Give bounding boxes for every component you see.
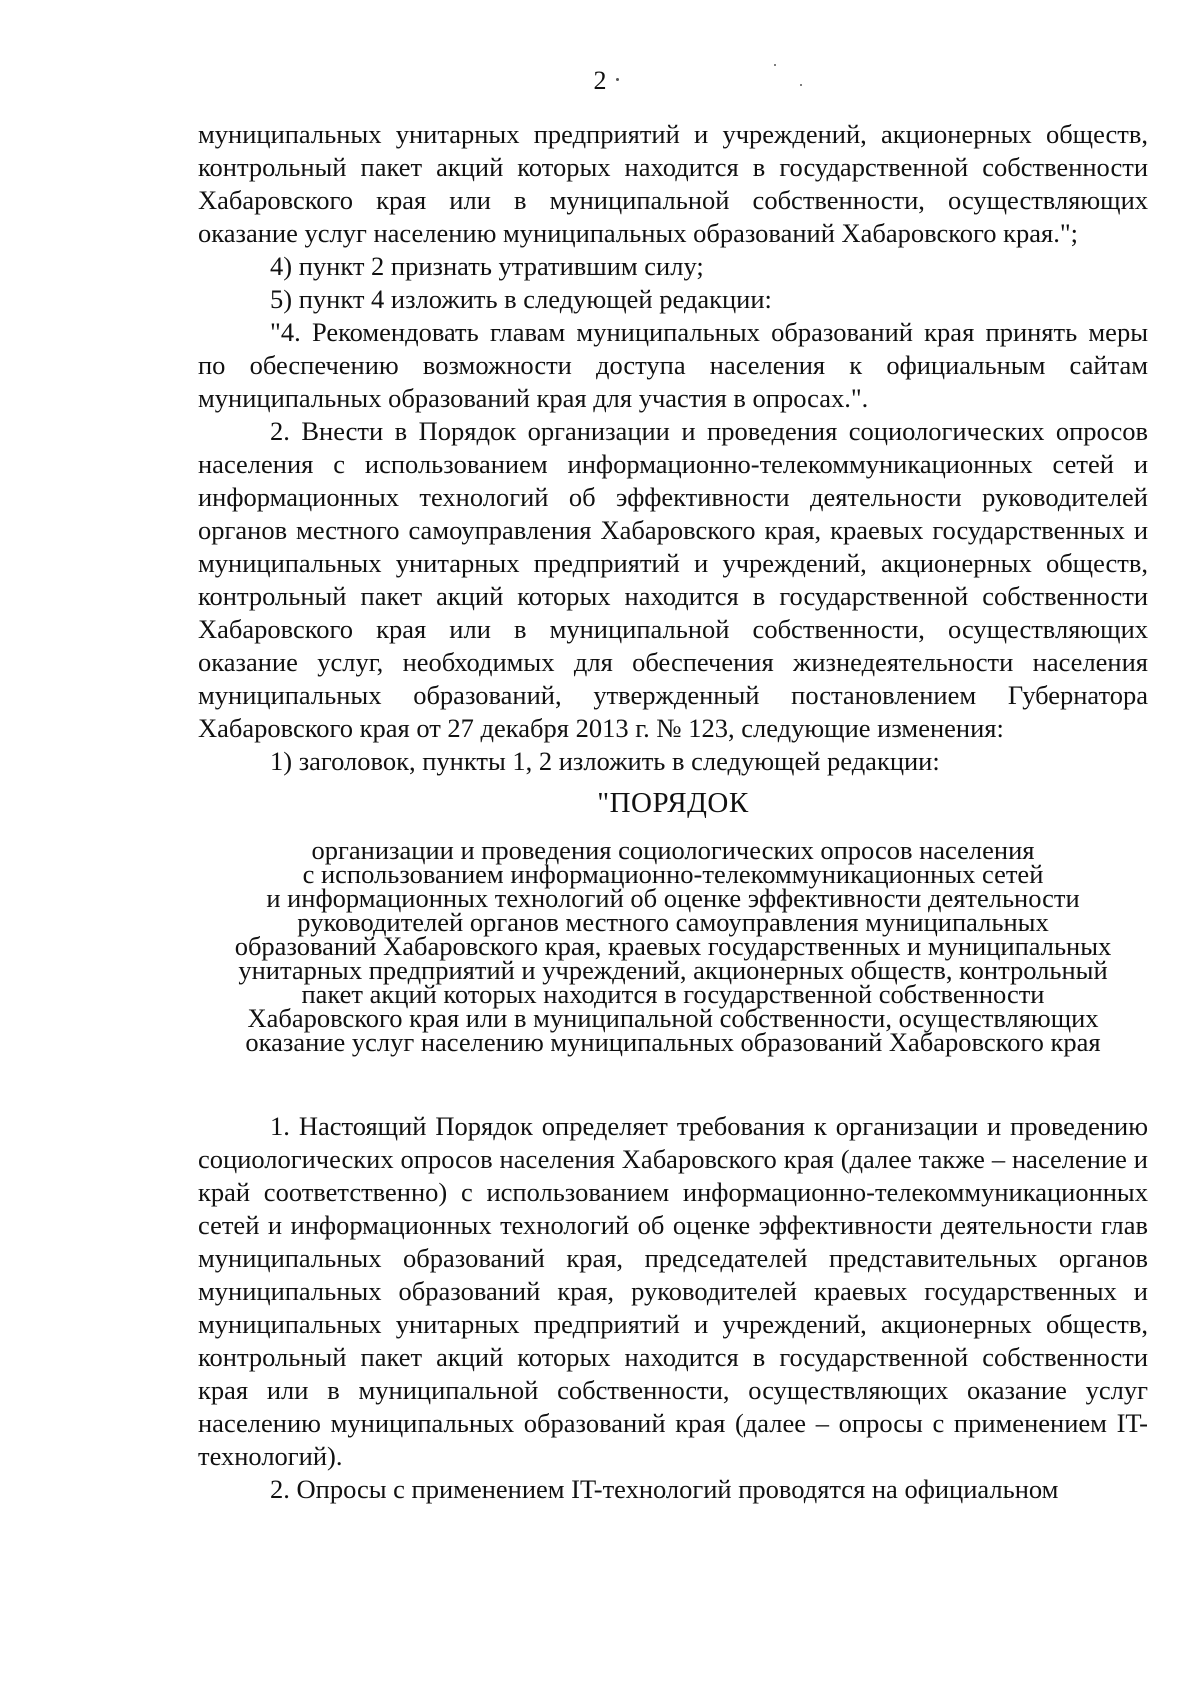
paragraph-section-2: 2. Внести в Порядок организации и проведения социологических опросов населения с использованием информационно-телекоммуникационных сетей и информационных технологий об эффективности деятельности руководителей органов местного самоуправления Хабаровского края, краевых государственных и муниципальных унитарных предприятий и учреждений, акционерных обществ, контрольный пакет акций которых находится в государственной собственности Хабаровского края или в муниципальной собственности, осуществляющих оказание услуг, необходимых для обеспечения жизнедеятельности населения муниципальных образований, утвержденный постановлением Губернатора Хабаровского края от 27 декабря 2013 г. № 123, следующие изменения: (198, 416, 1148, 743)
order-subtitle-line: пакет акций которых находится в государственной собственности (301, 979, 1045, 1009)
paragraph-item-5: 5) пункт 4 изложить в следующей редакции: (270, 284, 772, 314)
paragraph-quoted-point-4: "4. Рекомендовать главам муниципальных образований края принять меры по обеспечению возможности доступа населения к официальным сайтам муниципальных образований края для участия в опросах.". (198, 317, 1148, 413)
order-title: "ПОРЯДОК (597, 787, 749, 819)
paragraph-item-4: 4) пункт 2 признать утратившим силу; (270, 251, 704, 281)
paragraph-item-1: 1) заголовок, пункты 1, 2 изложить в следующей редакции: (270, 746, 940, 776)
order-subtitle-line: с использованием информационно-телекоммуникационных сетей (302, 859, 1044, 889)
order-subtitle-line: унитарных предприятий и учреждений, акционерных обществ, контрольный (238, 955, 1108, 985)
order-subtitle-line: Хабаровского края или в муниципальной собственности, осуществляющих (247, 1003, 1099, 1033)
order-subtitle-line: организации и проведения социологических опросов населения (311, 835, 1035, 865)
paragraph-continuation: муниципальных унитарных предприятий и учреждений, акционерных обществ, контрольный пакет акций которых находится в государственной собственности Хабаровского края или в муниципальной собственности, осуществляющих оказание услуг населению муниципальных образований Хабаровского края."; (198, 119, 1148, 248)
order-subtitle-line: руководителей органов местного самоуправления муниципальных (297, 907, 1049, 937)
order-subtitle-line: и информационных технологий об оценке эффективности деятельности (266, 883, 1080, 913)
order-subtitle-line: оказание услуг населению муниципальных образований Хабаровского края (245, 1027, 1101, 1057)
order-paragraph-2: 2. Опросы с применением IT-технологий проводятся на официальном (270, 1474, 1059, 1504)
order-paragraph-1: 1. Настоящий Порядок определяет требования к организации и проведению социологических опросов населения Хабаровского края (далее также – население и край соответственно) с использованием информационно-телекоммуникационных сетей и информационных технологий об оценке эффективности деятельности глав муниципальных образований края, председателей представительных органов муниципальных образований края, руководителей краевых государственных и муниципальных унитарных предприятий и учреждений, акционерных обществ, контрольный пакет акций которых находится в государственной собственности края или в муниципальной собственности, осуществляющих оказание услуг населению муниципальных образований края (далее – опросы с применением IT-технологий). (198, 1111, 1148, 1471)
order-title-block (198, 786, 1148, 1057)
order-subtitle-line: образований Хабаровского края, краевых государственных и муниципальных (234, 931, 1112, 961)
page-number: 2 (593, 66, 607, 95)
document-body (198, 118, 1148, 1506)
